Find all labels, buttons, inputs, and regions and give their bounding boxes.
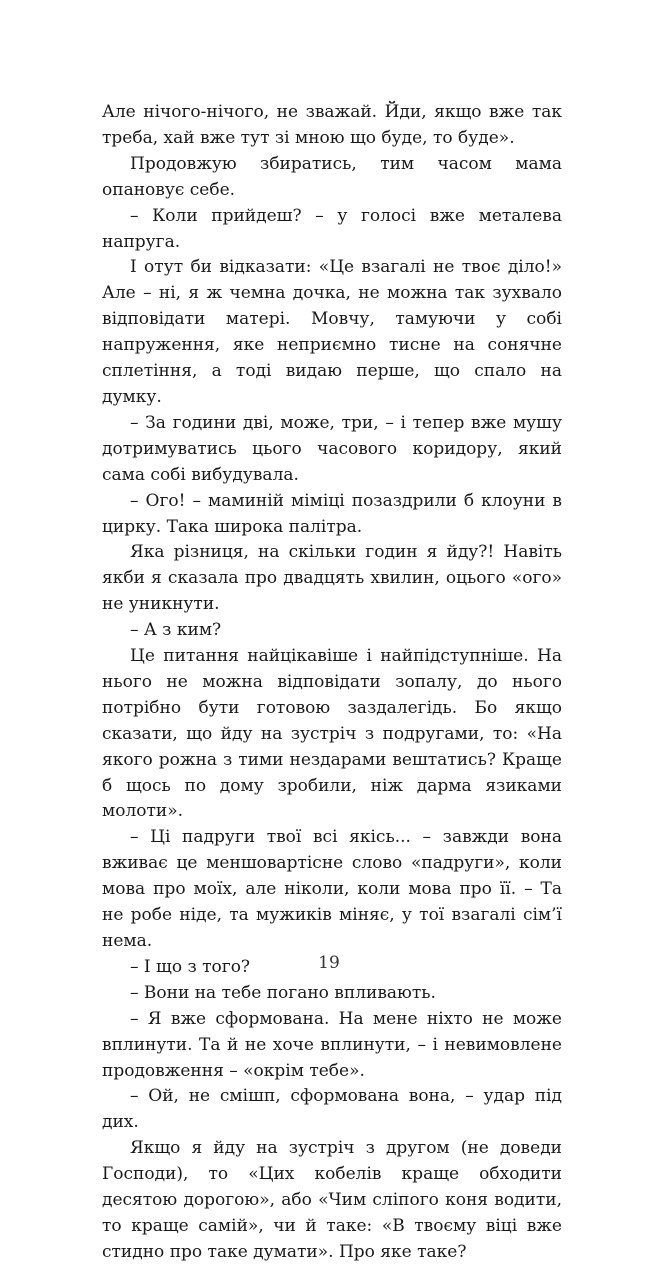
paragraph: – Я вже сформована. На мене ніхто не може вплинути. Та й не хоче вплинути, – і невимовлене продовження – «окрім тебе».	[102, 1008, 562, 1081]
paragraph: Яка різниця, на скільки годин я йду?! Навіть якби я сказала про двадцять хвилин, оцього «ого» не уникнути.	[102, 542, 562, 615]
paragraph: І отут би відказати: «Це взагалі не твоє діло!» Але – ні, я ж чемна дочка, не можна так зухвало відповідати матері. Мовчу, тамуючи у собі напруження, яке неприємно тисне на сонячне сплетіння, а тоді видаю перше, що спало на думку.	[102, 257, 562, 407]
paragraph: – Вони на тебе погано впливають.	[130, 982, 436, 1003]
paragraph: Але нічого-нічого, не зважай. Йди, якщо вже так треба, хай вже тут зі мною що буде, то буде».	[102, 102, 562, 148]
page-body	[102, 100, 562, 1266]
paragraph: – Ці падруги твої всі якісь... – завжди вона вживає це меншовартісне слово «падруги», коли мова про моїх, але ніколи, коли мова про її. – Та не робе ніде, та мужиків міняє, у тої взагалі сім’ї нема.	[102, 827, 562, 951]
paragraph: – І що з того?	[130, 956, 251, 977]
paragraph: – Ого! – маминій міміці позаздрили б клоуни в цирку. Така широка палітра.	[102, 490, 562, 537]
paragraph: – Коли прийдеш? – у голосі вже металева напруга.	[102, 205, 562, 252]
page-number: 19	[318, 953, 340, 973]
paragraph: Продовжую збиратись, тим часом мама опановує себе.	[102, 153, 562, 200]
paragraph: – А з ким?	[130, 620, 222, 641]
paragraph: – За години дві, може, три, – і тепер вже мушу дотримуватись цього часового коридору, який сама собі вибудувала.	[102, 412, 562, 485]
paragraph: Якщо я йду на зустріч з другом (не доведи Господи), то «Цих кобелів краще обходити десятою дорогою», або «Чим сліпого коня водити, то краще самій», чи й таке: «В твоєму віці вже стидно про таке думати». Про яке таке?	[102, 1138, 562, 1262]
paragraph: – Ой, не смішп, сформована вона, – удар під дих.	[102, 1086, 562, 1133]
paragraph: Це питання найцікавіше і найпідступніше. На нього не можна відповідати зопалу, до нього потрібно бути готовою заздалегідь. Бо якщо сказати, що йду на зустріч з подругами, то: «На якого рожна з тими нездарами вештатись? Краще б щось по дому зробили, ніж дарма язиками молоти».	[102, 646, 562, 822]
